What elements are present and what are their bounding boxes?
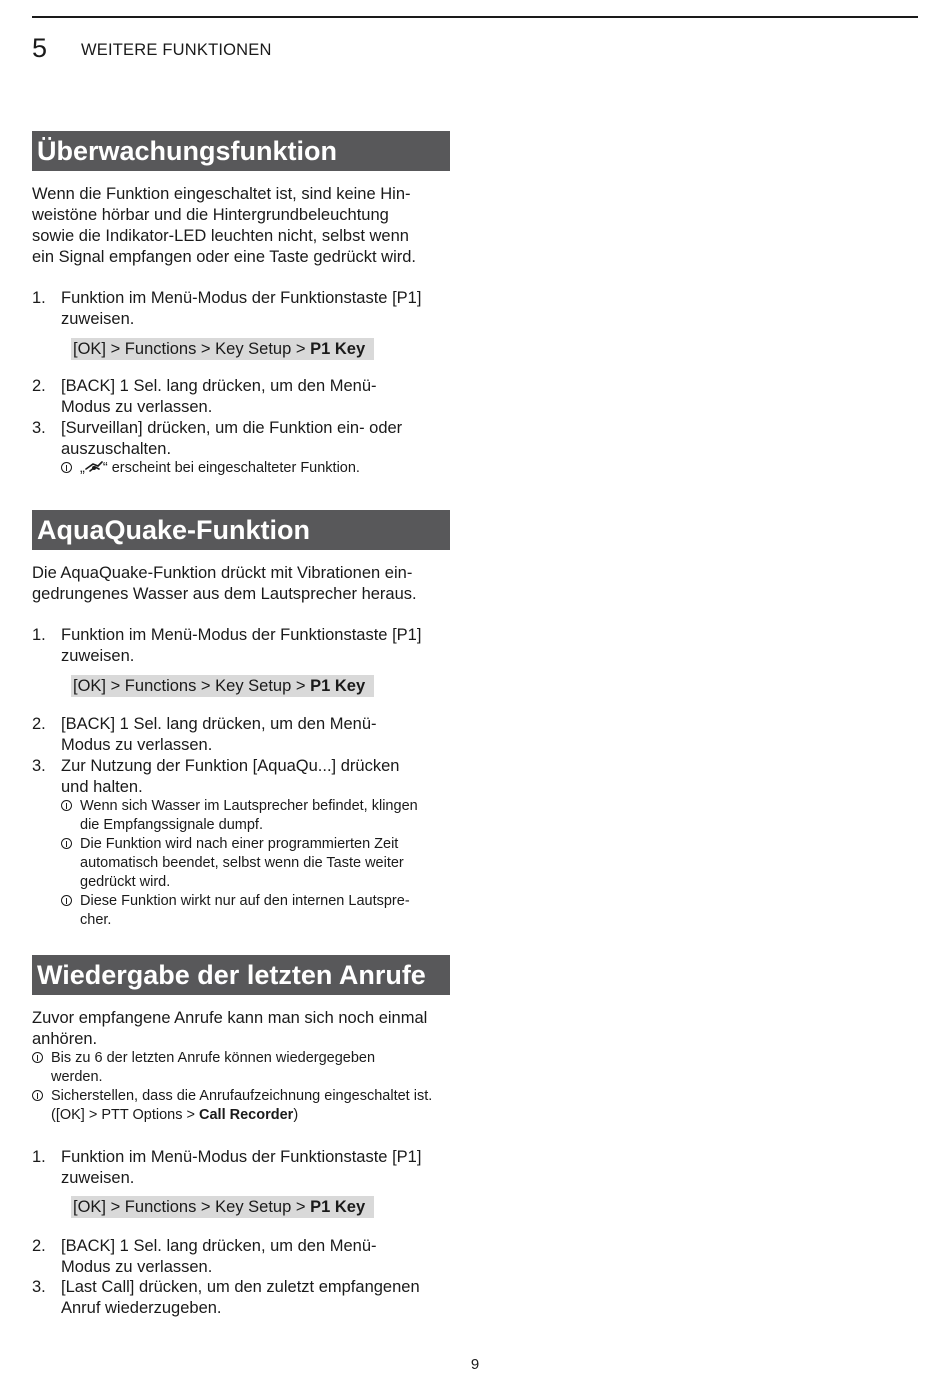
menu-path <box>71 338 374 360</box>
step-number: 1. <box>32 289 46 307</box>
chapter-title: WEITERE FUNKTIONEN <box>81 41 272 59</box>
info-icon <box>61 462 72 473</box>
intro-line: Wenn die Funktion eingeschaltet ist, sind keine Hin- <box>32 185 411 203</box>
menu-path-target: P1 Key <box>310 340 366 358</box>
info-note <box>61 797 451 835</box>
note-text: gedrückt wird. <box>80 874 171 890</box>
step-item <box>32 625 452 667</box>
intro-line: Die AquaQuake-Funktion drückt mit Vibrationen ein- <box>32 564 413 582</box>
menu-path-prefix: [OK] > Functions > Key Setup > <box>73 340 311 358</box>
info-icon <box>32 1090 43 1101</box>
info-icon <box>61 895 72 906</box>
step-item <box>32 714 452 756</box>
section-heading-aquaquake: AquaQuake-Funktion <box>32 510 450 550</box>
intro-line: ein Signal empfangen oder eine Taste gedrückt wird. <box>32 248 417 266</box>
header-rule <box>32 16 918 18</box>
step-text: Modus zu verlassen. <box>61 398 213 416</box>
note-path-suffix: ) <box>293 1107 299 1123</box>
step-text: Modus zu verlassen. <box>61 1258 213 1276</box>
section-heading-surveillance: Überwachungsfunktion <box>32 131 450 171</box>
info-note <box>61 459 451 478</box>
step-number: 3. <box>32 1278 46 1296</box>
note-text: Sicherstellen, dass die Anrufaufzeichnung eingeschaltet ist. <box>51 1088 433 1104</box>
intro-line: gedrungenes Wasser aus dem Lautsprecher heraus. <box>32 585 417 603</box>
step-number: 1. <box>32 1148 46 1166</box>
info-icon <box>32 1052 43 1063</box>
step-item <box>32 288 452 330</box>
step-text: [BACK] 1 Sel. lang drücken, um den Menü- <box>61 377 377 395</box>
step-text: [Last Call] drücken, um den zuletzt empfangenen <box>61 1278 420 1296</box>
intro-line: sowie die Indikator-LED leuchten nicht, selbst wenn <box>32 227 409 245</box>
note-text: Bis zu 6 der letzten Anrufe können wiedergegeben <box>51 1050 376 1066</box>
step-item <box>32 1277 452 1319</box>
step-text: [Surveillan] drücken, um die Funktion ein- oder <box>61 419 403 437</box>
step-number: 2. <box>32 1237 46 1255</box>
step-number: 1. <box>32 626 46 644</box>
step-text: [BACK] 1 Sel. lang drücken, um den Menü- <box>61 715 377 733</box>
note-text: cher. <box>80 912 112 928</box>
menu-path-target: P1 Key <box>310 677 366 695</box>
info-icon <box>61 800 72 811</box>
menu-path <box>71 1196 374 1218</box>
step-text: Modus zu verlassen. <box>61 736 213 754</box>
note-text: Diese Funktion wirkt nur auf den internen Lautspre- <box>80 893 410 909</box>
section-intro <box>32 184 452 268</box>
note-path-target: Call Recorder <box>199 1107 294 1123</box>
note-text: werden. <box>51 1069 103 1085</box>
step-text: Zur Nutzung der Funktion [AquaQu...] drücken <box>61 757 400 775</box>
step-text: Anruf wiederzugeben. <box>61 1299 222 1317</box>
intro-line: Zuvor empfangene Anrufe kann man sich noch einmal <box>32 1009 428 1027</box>
note-text: Wenn sich Wasser im Lautsprecher befindet, klingen <box>80 798 418 814</box>
info-icon <box>61 838 72 849</box>
intro-line: anhören. <box>32 1030 98 1048</box>
note-text: automatisch beendet, selbst wenn die Taste weiter <box>80 855 404 871</box>
note-text: „ <box>80 460 85 476</box>
info-note <box>61 892 451 930</box>
step-number: 2. <box>32 715 46 733</box>
step-item <box>32 418 452 460</box>
step-text: Funktion im Menü-Modus der Funktionstaste [P1] <box>61 626 422 644</box>
step-item <box>32 1147 452 1189</box>
note-text: “ erscheint bei eingeschalteter Funktion. <box>102 460 360 476</box>
step-number: 3. <box>32 419 46 437</box>
note-path-prefix: ([OK] > PTT Options > <box>51 1107 200 1123</box>
intro-line: weistöne hörbar und die Hintergrundbeleuchtung <box>32 206 389 224</box>
step-text: [BACK] 1 Sel. lang drücken, um den Menü- <box>61 1237 377 1255</box>
section-intro <box>32 563 452 605</box>
step-text: Funktion im Menü-Modus der Funktionstaste [P1] <box>61 289 422 307</box>
step-item <box>32 376 452 418</box>
surveillance-icon <box>85 461 103 473</box>
chapter-number: 5 <box>32 33 48 63</box>
menu-path-prefix: [OK] > Functions > Key Setup > <box>73 1198 311 1216</box>
step-text: Funktion im Menü-Modus der Funktionstaste [P1] <box>61 1148 422 1166</box>
step-number: 2. <box>32 377 46 395</box>
info-note <box>32 1049 452 1087</box>
step-item <box>32 1236 452 1278</box>
step-text: und halten. <box>61 778 143 796</box>
section-heading-last-calls: Wiedergabe der letzten Anrufe <box>32 955 450 995</box>
info-note <box>61 835 451 892</box>
page-number: 9 <box>470 1356 480 1373</box>
step-text: zuweisen. <box>61 1169 135 1187</box>
menu-path-prefix: [OK] > Functions > Key Setup > <box>73 677 311 695</box>
step-number: 3. <box>32 757 46 775</box>
info-note <box>32 1087 452 1125</box>
step-text: zuweisen. <box>61 310 135 328</box>
note-text: die Empfangssignale dumpf. <box>80 817 263 833</box>
menu-path <box>71 675 374 697</box>
note-text: Die Funktion wird nach einer programmierten Zeit <box>80 836 399 852</box>
step-item <box>32 756 452 798</box>
step-text: auszuschalten. <box>61 440 172 458</box>
step-text: zuweisen. <box>61 647 135 665</box>
menu-path-target: P1 Key <box>310 1198 366 1216</box>
section-intro <box>32 1008 452 1050</box>
